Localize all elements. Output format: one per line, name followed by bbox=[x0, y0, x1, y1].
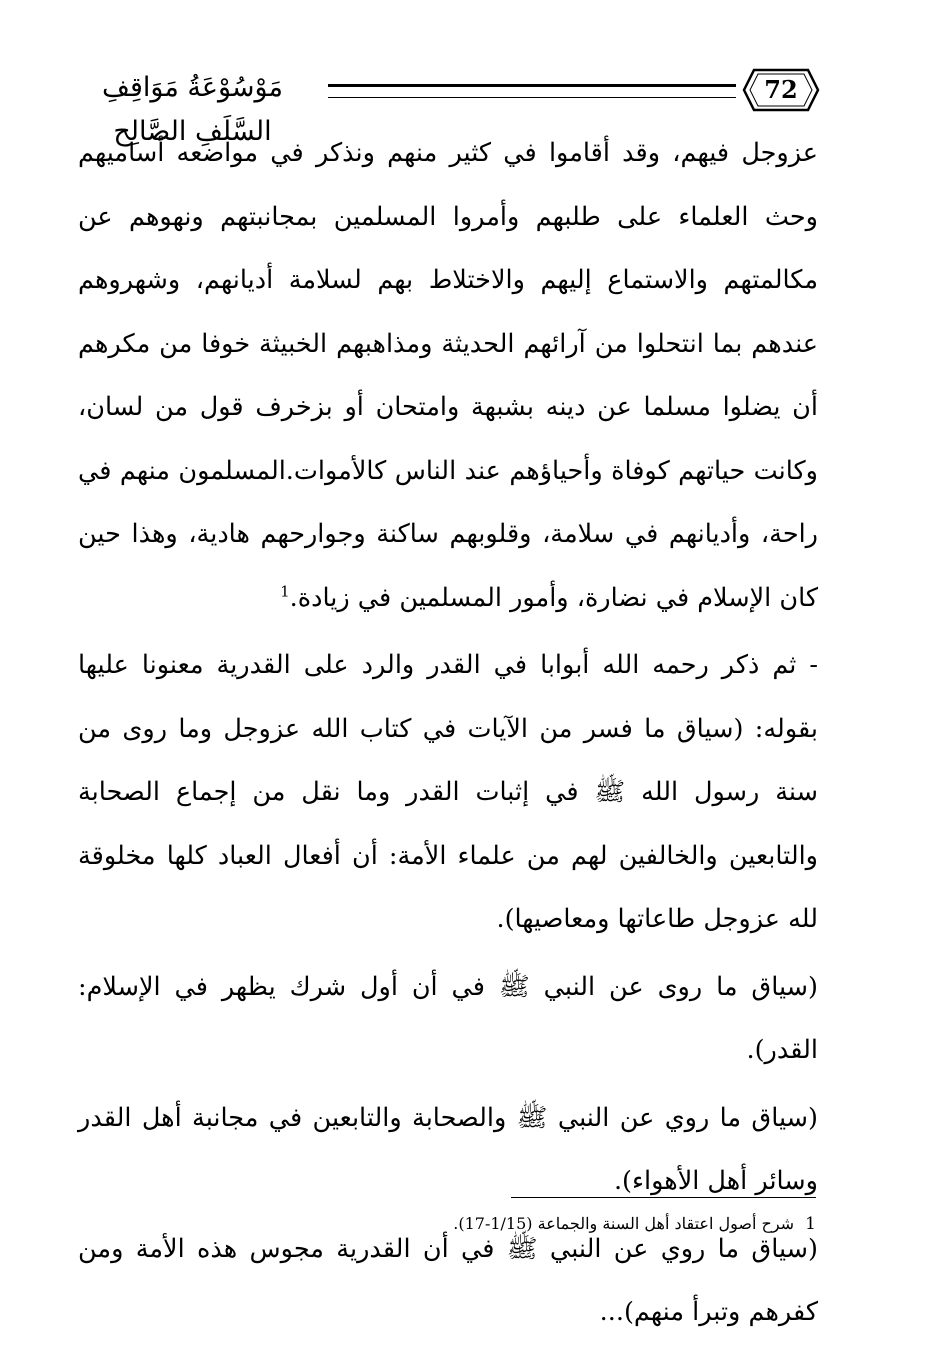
paragraph: (سياق ما روي عن النبي ﷺ في أن القدرية مجوس هذه الأمة ومن كفرهم وتبرأ منهم)... bbox=[78, 1233, 818, 1327]
footnote-rule bbox=[511, 1197, 816, 1198]
footnote bbox=[116, 1212, 816, 1236]
footnote-text: شرح أصول اعتقاد أهل السنة والجماعة (1/15-17). bbox=[453, 1214, 795, 1233]
page-number: 72 bbox=[764, 75, 798, 104]
paragraph: (سياق ما روى عن النبي ﷺ في أن أول شرك يظهر في الإسلام: القدر). bbox=[78, 971, 818, 1065]
footnote-reference: 1 bbox=[280, 582, 290, 600]
header-rule bbox=[328, 84, 736, 98]
paragraph-text: عزوجل فيهم، وقد أقاموا في كثير منهم ونذكر في مواضعه أساميهم وحث العلماء على طلبهم وأمروا المسلمين بمجانبتهم ونهوهم عن مكالمتهم والاستماع إليهم والاختلاط بهم لسلامة أديانهم، وشهروهم عندهم بما انتحلوا من آرائهم الحديثة ومذاهبهم الخبيثة خوفا من مكرهم أن يضلوا مسلما عن دينه بشبهة وامتحان أو بزخرف قول من لسان، وكانت حياتهم كوفاة وأحياؤهم عند الناس كالأموات.المسلمون منهم في راحة، وأديانهم في سلامة، وقلوبهم ساكنة وجوارحهم هادية، وهذا حين كان الإسلام في نضارة، وأمور المسلمين في زيادة. bbox=[78, 138, 818, 613]
paragraph: (سياق ما روي عن النبي ﷺ والصحابة والتابعين في مجانبة أهل القدر وسائر أهل الأهواء). bbox=[78, 1102, 818, 1196]
paragraph: - ثم ذكر رحمه الله أبوابا في القدر والرد على القدرية معنونا عليها بقوله: (سياق ما فسر من الآيات في كتاب الله عزوجل وما روى من سنة رسول الله ﷺ في إثبات القدر وما نقل من إجماع الصحابة والتابعين والخالفين لهم من علماء الأمة: أن أفعال العباد كلها مخلوقة لله عزوجل طاعاتها ومعاصيها). bbox=[78, 650, 818, 934]
paragraph bbox=[78, 122, 818, 630]
footnote-number: 1 bbox=[805, 1214, 816, 1234]
series-title: مَوْسُوْعَةُ مَوَاقِفِ السَّلَفِ الصَّالِح bbox=[102, 72, 283, 147]
body-text bbox=[78, 122, 818, 1345]
page-header bbox=[60, 62, 820, 147]
page-number-badge bbox=[742, 68, 820, 112]
